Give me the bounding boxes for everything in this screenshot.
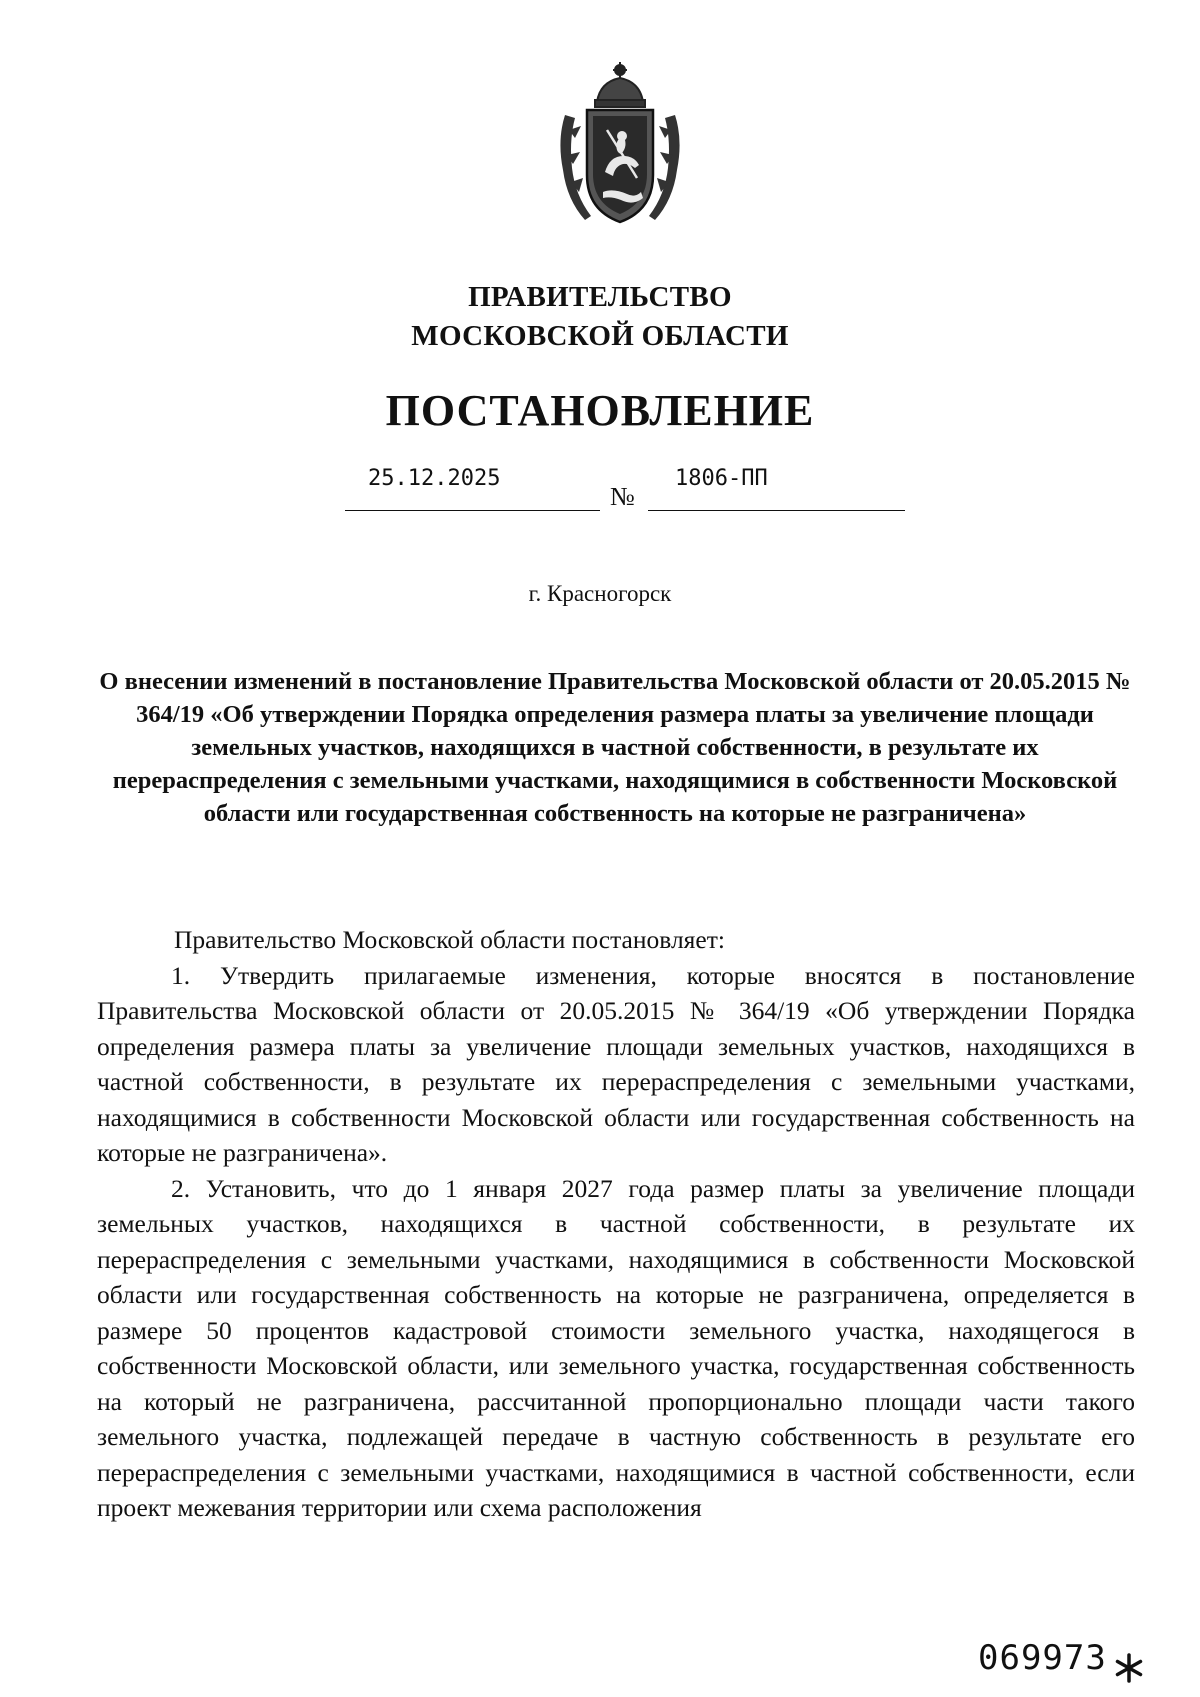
document-subject: О внесении изменений в постановление Правительства Московской области от 20.05.2015 № 364/19 «Об утверждении Порядка определения размера платы за увеличение площади земельных участков, находящихся в частной собственности, в результате их перераспределения с земельными участками, находящимися в собственности Московской области или государственная собственность на которые не разграничена» bbox=[99, 668, 1131, 827]
item-1-paragraph: 1. Утвердить прилагаемые изменения, которые вносятся в постановление Правительства Московской области от 20.05.2015 № 364/19 «Об утверждении Порядка определения размера платы за увеличение площади земельных участков, находящихся в частной собственности, в результате их перераспределения с земельными участками, находящимися в собственности Московской области или государственная собственность на которые не разграничена». bbox=[97, 960, 1135, 1167]
document-type-title: ПОСТАНОВЛЕНИЕ bbox=[385, 386, 815, 435]
coat-of-arms-icon bbox=[555, 60, 685, 230]
document-number: 1806-ПП bbox=[675, 466, 768, 491]
serial-number: 069973 bbox=[978, 1638, 1107, 1678]
document-body bbox=[97, 922, 1135, 1526]
number-underline bbox=[648, 510, 905, 511]
date-underline bbox=[345, 510, 600, 511]
government-name-line1: ПРАВИТЕЛЬСТВО bbox=[468, 281, 732, 313]
number-sign: № bbox=[610, 482, 635, 511]
government-name-line2: МОСКОВСКОЙ ОБЛАСТИ bbox=[411, 320, 789, 352]
intro-paragraph: Правительство Московской области постановляет: bbox=[174, 925, 725, 954]
item-2-paragraph: 2. Установить, что до 1 января 2027 года размер платы за увеличение площади земельных участков, находящихся в частной собственности, в результате их перераспределения с земельными участками, находящимися в собственности Московской области или государственная собственность на которые не разграничена, определяется в размере 50 процентов кадастровой стоимости земельного участка, находящегося в собственности Московской области, или земельного участка, государственная собственность на который не разграничена, рассчитанной пропорционально площади части такого земельного участка, подлежащей передаче в частную собственность в результате его перераспределения с земельными участками, находящимися в частной собственности, если проект межевания территории или схема расположения bbox=[97, 1173, 1135, 1522]
government-name bbox=[0, 278, 1200, 356]
document-date: 25.12.2025 bbox=[368, 466, 501, 491]
city-name: г. Красногорск bbox=[528, 581, 672, 606]
asterisk-icon bbox=[1112, 1651, 1146, 1685]
